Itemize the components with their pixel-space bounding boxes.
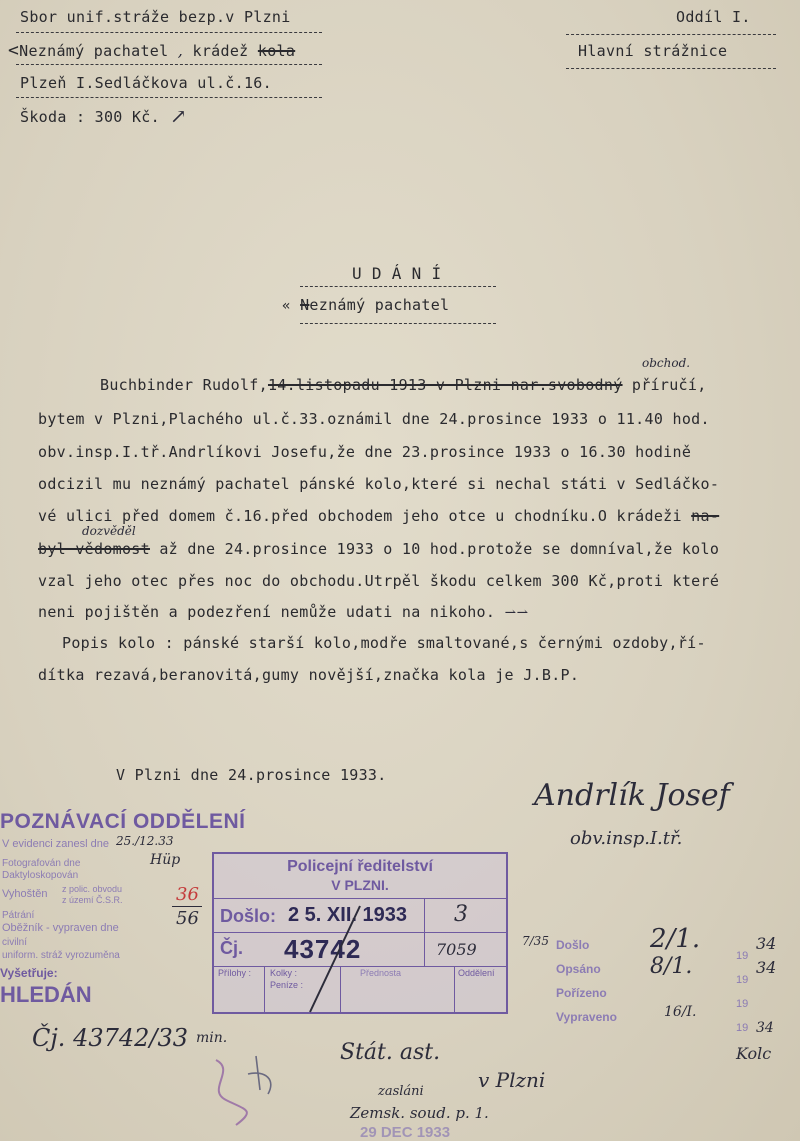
stamp-police-file-hand: 7059	[436, 940, 477, 959]
description-line-1: Popis kolo : pánské starší kolo,modře smaltované,s černými ozdoby,ří-	[62, 634, 706, 652]
stamp-id-number-bottom: 56	[176, 908, 199, 929]
hand-file-reference-min: min.	[196, 1030, 228, 1046]
case-subject-perpetrator: Neznámý pachatel	[19, 42, 169, 60]
body-line-6	[38, 540, 719, 558]
title-rule	[300, 286, 496, 287]
body-line-5-struck: na-	[691, 507, 720, 525]
hand-regional-court: Zemsk. soud. p. 1.	[350, 1104, 489, 1122]
stamp-dates-copied-hand: 8/1.	[650, 954, 693, 979]
header-rule	[16, 64, 322, 65]
officer-signature: Andrlík Josef	[534, 778, 730, 813]
bottom-date-stamp: 29 DEC 1933	[360, 1124, 451, 1141]
complainant-name: Buchbinder Rudolf,	[100, 376, 268, 394]
stamp-id-uniform: uniform. stráž vyrozuměna	[2, 950, 120, 961]
stamp-id-photo: Fotografován dne	[2, 858, 81, 869]
body-line-6-text: až dne 24.prosince 1933 o 10 hod.protože se domníval,že kolo	[159, 540, 720, 558]
stamp-id-civil: civilní	[2, 937, 28, 948]
stamp-police-file-number: 43742	[284, 934, 362, 964]
stamp-dates-sent: Vypraveno	[556, 1010, 617, 1024]
subtitle-text: eznámý pachatel	[309, 296, 450, 314]
stamp-id-fraction-line	[172, 906, 202, 907]
header-rule-right	[566, 68, 776, 69]
stamp-id-search: Pátrání	[2, 910, 35, 921]
stamp-dates-made: Pořízeno	[556, 986, 607, 1000]
hand-insert-learned: dozvěděl	[82, 524, 136, 538]
body-line-4: odcizil mu neznámý pachatel pánské kolo,které si nechal státi v Sedláčko-	[38, 475, 720, 493]
stamp-id-expelled: Vyhoštěn	[2, 888, 48, 900]
closing-date: V Plzni dne 24.prosince 1933.	[116, 766, 387, 784]
case-subject: <Neznámý pachatel , krádež kola	[8, 40, 296, 61]
stamp-id-investigates: Vyšetřuje:	[0, 966, 58, 980]
stamp-police-received-date: 2 5. XII. 1933	[288, 904, 407, 926]
stamp-police-title: Policejní ředitelství	[287, 858, 433, 875]
header-rule	[16, 97, 322, 98]
hand-arrow: ↗	[170, 104, 187, 128]
stamp-dates-year-hand-2: 34	[756, 958, 777, 977]
stamp-dates-year-hand-3: 34	[756, 1020, 774, 1036]
stamp-dates-sent-hand: 16/I.	[664, 1004, 697, 1020]
hand-file-reference: Čj. 43742/33	[32, 1024, 189, 1052]
hand-slash-mark	[290, 900, 380, 1020]
stamp-dates-received: Došlo	[556, 938, 590, 952]
stamp-dates-year-4: 19	[736, 1022, 749, 1034]
stamp-police-file-label: Čj.	[220, 938, 244, 958]
stamp-dates-year-3: 19	[736, 998, 749, 1010]
stamp-dates-year-2: 19	[736, 974, 749, 986]
station-label: Hlavní strážnice	[578, 42, 728, 60]
body-line-5-text: vé ulici před domem č.16.před obchodem jeho otce u chodníku.O krádeži	[38, 507, 682, 525]
complainant-occupation: příručí,	[631, 376, 707, 394]
stamp-id-number-top: 36	[176, 884, 199, 905]
body-line-6-struck: byl vědomost	[38, 540, 150, 558]
case-subject-struck: kola	[257, 42, 296, 60]
hand-state-prosecutor: Stát. ast.	[340, 1040, 441, 1065]
department-label: Oddíl I.	[676, 8, 751, 26]
subtitle-struck-letter: N	[300, 296, 310, 314]
stamp-dates-year-hand-1: 34	[756, 934, 777, 953]
stamp-dates-year-1: 19	[736, 950, 749, 962]
stamp-id-evidence-date: 25./12.33	[116, 834, 174, 848]
stamp-id-circular: Oběžník - vypraven dne	[2, 922, 119, 934]
stamp-id-expelled-csr: z území Č.S.R.	[62, 895, 123, 905]
body-line-5	[38, 507, 719, 525]
description-line-2: dítka rezavá,beranovitá,gumy novější,značka kola je J.B.P.	[38, 666, 580, 684]
body-line-8-text: neni pojištěn a podezření nemůže udati na nikoho.	[38, 603, 496, 621]
body-line-3: obv.insp.I.tř.Andrlíkovi Josefu,že dne 23.prosince 1933 o 16.30 hodině	[38, 443, 692, 461]
body-line-1	[100, 376, 707, 394]
stamp-dates-copied: Opsáno	[556, 962, 601, 976]
title-rule	[300, 323, 496, 324]
stamp-police-chief: Přednosta	[360, 968, 402, 978]
case-location: Plzeň I.Sedláčkova ul.č.16.	[20, 74, 272, 92]
stamp-police-received-label: Došlo:	[220, 906, 276, 926]
stamp-id-fingerprint: Daktyloskopován	[2, 870, 79, 881]
stamp-id-evidence: V evidenci zanesl dne	[2, 838, 110, 850]
body-line-2: bytem v Plzni,Plachého ul.č.33.oznámil dne 24.prosince 1933 o 11.40 hod.	[38, 410, 710, 428]
struck-birth-info: 14.listopadu 1913 v Plzni nar.svobodný	[267, 376, 623, 394]
stamp-id-wanted: HLEDÁN	[0, 982, 92, 1007]
body-line-7: vzal jeho otec přes noc do obchodu.Utrpěl škodu celkem 300 Kč,proti které	[38, 572, 720, 590]
body-line-8	[38, 603, 529, 621]
stamp-police-city: V PLZNI.	[331, 877, 389, 893]
hand-mark: ,	[177, 41, 184, 60]
stamp-police-department: Oddělení	[458, 968, 495, 978]
stamp-id-initials: Hüp	[150, 852, 181, 868]
stamp-police-received-hand: 3	[454, 902, 468, 927]
officer-title: obv.insp.I.tř.	[570, 828, 683, 849]
handwritten-initials-right: Kolc	[736, 1044, 772, 1063]
hand-end-mark: ⇀⇀	[504, 605, 529, 621]
stamp-dates-received-hand: 2/1.	[650, 924, 701, 954]
unit-name: Sbor unif.stráže bezp.v Plzni	[20, 8, 291, 26]
stamp-police-money: Peníze :	[270, 980, 304, 990]
stamp-police-stamps: Kolky :	[270, 968, 298, 978]
stamp-id-title: POZNÁVACÍ ODDĚLENÍ	[0, 810, 246, 833]
hand-plzen: v Plzni	[478, 1068, 546, 1092]
header-rule	[16, 32, 322, 33]
hand-sent: zasláni	[378, 1084, 424, 1099]
stamp-id-expelled-district: z polic. obvodu	[62, 884, 123, 894]
case-subject-theft: krádež	[192, 42, 249, 60]
header-rule-right	[566, 34, 776, 35]
hand-insert-occupation: obchod.	[642, 356, 691, 370]
case-damage: Škoda : 300 Kč.	[20, 108, 160, 126]
stamp-police-attachments: Přílohy :	[218, 968, 252, 978]
stamp-dates-side-note: 7/35	[522, 934, 549, 948]
document-title: U D Á N Í	[352, 264, 442, 283]
document-subtitle: « Neznámý pachatel	[282, 296, 450, 314]
hand-scribble	[196, 1050, 286, 1130]
